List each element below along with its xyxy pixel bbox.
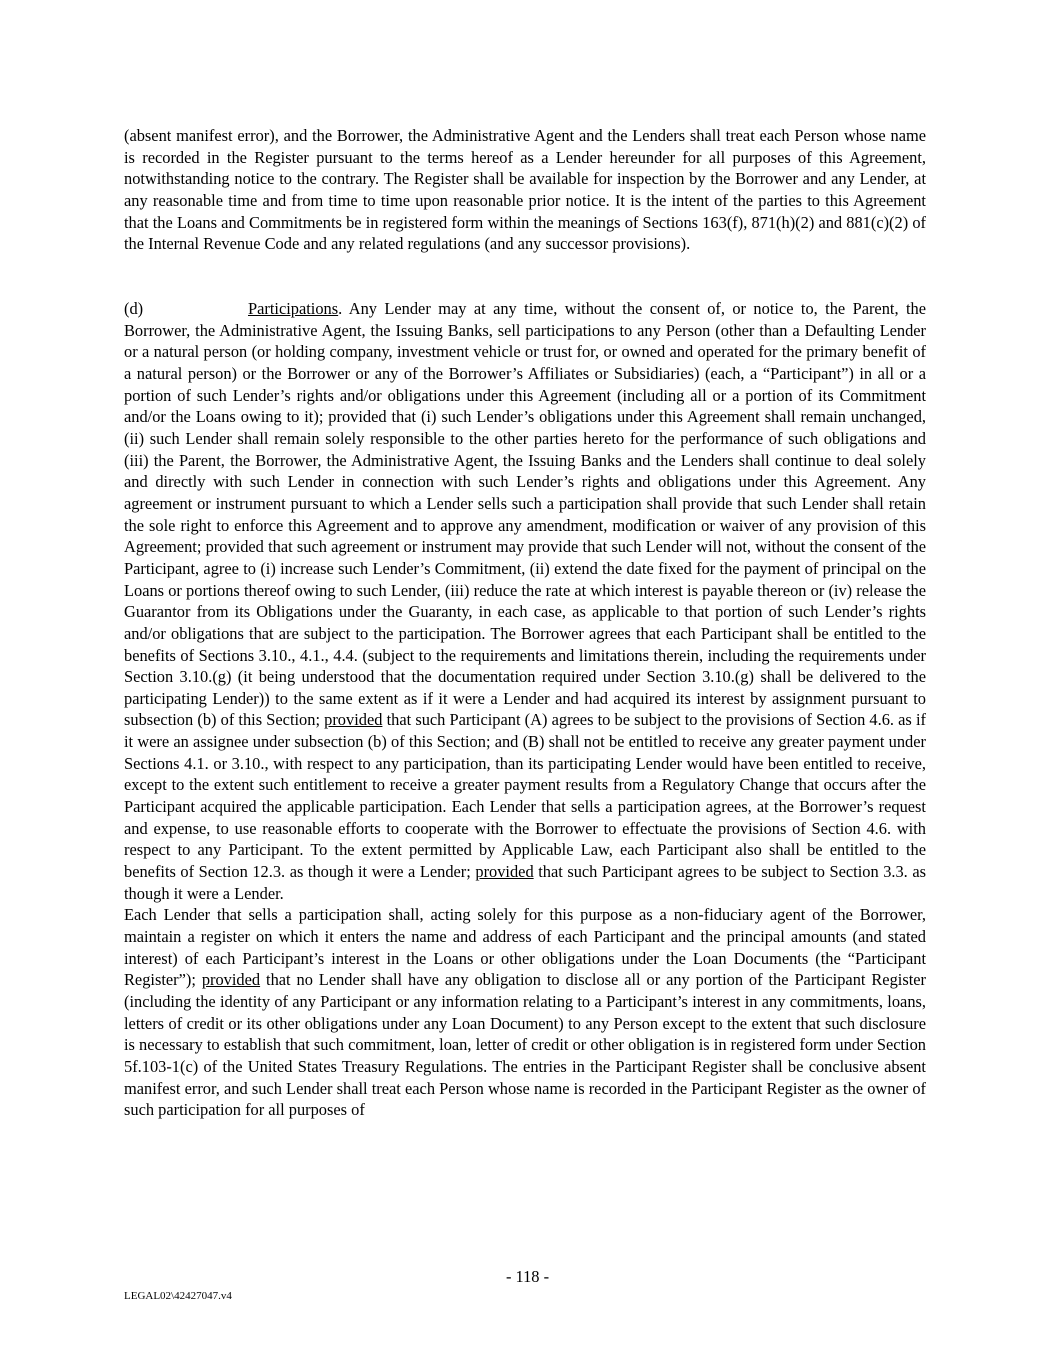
page-number: - 118 -	[505, 1267, 550, 1286]
text-segment: . Any Lender may at any time, without the consent of, or notice to, the Parent, the Borrower, the Administrative Agent, the Issuing Banks, sell participations to any Person (other than a Defaulting Lender or a natural person (or holding company, investment vehicle or trust for, or owned and operated for the primary benefit of a natural person) or the Borrower or any of the Borrower’s Affiliates or Subsidiaries) (each, a “Participant”) in all or a portion of such Lender’s rights and/or obligations under this Agreement (including all or a portion of its Commitment and/or the Loans owing to it); provided that (i) such Lender’s obligations under this Agreement shall remain unchanged, (ii) such Lender shall remain solely responsible to the other parties hereto for the performance of such obligations and (iii) the Parent, the Borrower, the Administrative Agent, the Issuing Banks and the Lenders shall continue to deal solely and directly with such Lender in connection with such Lender’s rights and obligations under this Agreement. Any agreement or instrument pursuant to which a Lender sells such a participation shall provide that such Lender shall retain the sole right to enforce this Agreement and to approve any amendment, modification or waiver of any provision of this Agreement; provided that such agreement or instrument may provide that such Lender will not, without the consent of the Participant, agree to (i) increase such Lender’s Commitment, (ii) extend the date fixed for the payment of principal on the Loans or portions thereof owing to such Lender, (iii) reduce the rate at which interest is payable thereon or (iv) release the Guarantor from its Obligations under the Guaranty, in each case, as applicable to that portion of such Lender’s rights and/or obligations that are subject to the participation. The Borrower agrees that each Participant shall be entitled to the benefits of Sections 3.10., 4.1., 4.4. (subject to the requirements and limitations therein, including the requirements under Section 3.10.(g) (it being understood that the documentation required under Section 3.10.(g) shall be delivered to the participating Lender)) to the same extent as if it were a Lender and had acquired its interest by assignment pursuant to subsection (b) of this Section;	[124, 299, 926, 730]
paragraph-register: (absent manifest error), and the Borrower, the Administrative Agent and the Lenders shall treat each Person whose name is recorded in the Register pursuant to the terms hereof as a Lender hereunder for all purposes of this Agreement, notwithstanding notice to the contrary. The Register shall be available for inspection by the Borrower and any Lender, at any reasonable time and from time to time upon reasonable prior notice. It is the intent of the parties to this Agreement that the Loans and Commitments be in registered form within the meanings of Sections 163(f), 871(h)(2) and 881(c)(2) of the Internal Revenue Code and any related regulations (and any successor provisions).	[124, 126, 926, 254]
section-heading: Participations	[248, 299, 339, 318]
text-segment: that no Lender shall have any obligation to disclose all or any portion of the Participant Register (including the identity of any Participant or any information relating to a Participant’s interest in any commitments, loans, letters of credit or its other obligations under any Loan Document) to any Person except to the extent that such disclosure is necessary to establish that such commitment, loan, letter of credit or other obligation is in registered form under Section 5f.103-1(c) of the United States Treasury Regulations. The entries in the Participant Register shall be conclusive absent manifest error, and such Lender shall treat each Person whose name is recorded in the Participant Register as the owner of such participation for all purposes of	[124, 970, 926, 1120]
provided-term: provided	[201, 970, 261, 990]
text-segment: that such Participant (A) agrees to be subject to the provisions of Section 4.6. as if it were an assignee under subsection (b) of this Section; and (B) shall not be entitled to receive any greater payment under Sections 4.1. or 3.10., with respect to any participation, than its participating Lender would have been entitled to receive, except to the extent such entitlement to receive a greater payment results from a Regulatory Change that occurs after the Participant acquired the applicable participation. Each Lender that sells a participation agrees, at the Borrower’s request and expense, to use reasonable efforts to cooperate with the Borrower to effectuate the provisions of Section 4.6. with respect to any Participant. To the extent permitted by Applicable Law, each Participant also shall be entitled to the benefits of Section 12.3. as though it were a Lender;	[124, 710, 926, 882]
provided-term: provided	[324, 710, 383, 730]
provided-term: provided	[475, 862, 534, 882]
section-label: (d)	[124, 299, 144, 318]
text-segment: that such Participant agrees to be subject to Section 3.3. as though it were a Lender.	[124, 862, 926, 903]
text-segment: Each Lender that sells a participation shall, acting solely for this purpose as a non-fiduciary agent of the Borrower, maintain a register on which it enters the name and address of each Participant and the principal amounts (and stated interest) of each Participant’s interest in the Loans or other obligations under the Loan Documents (the “Participant Register”);	[124, 905, 926, 990]
paragraph-participations	[124, 298, 926, 1121]
document-id: LEGAL02\42427047.v4	[124, 1290, 232, 1302]
